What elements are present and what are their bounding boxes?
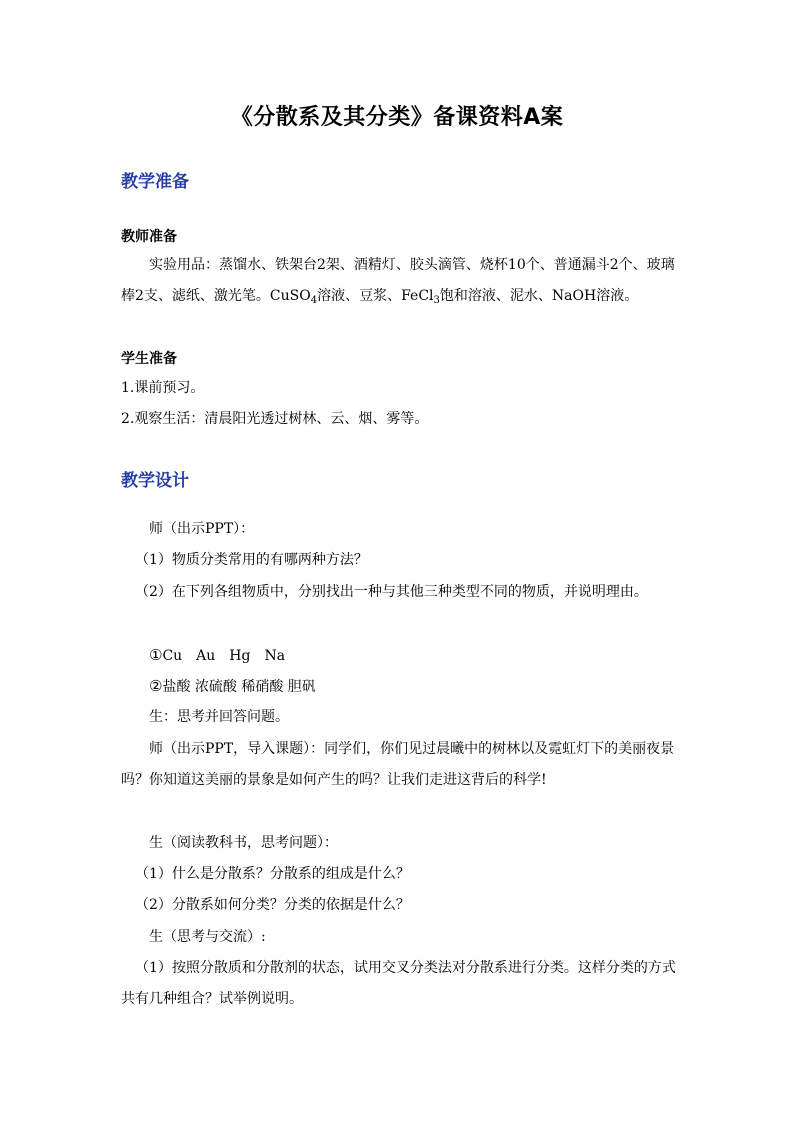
design-question: （1）什么是分散系？分散系的组成是什么？ [135,866,410,882]
design-option-2: ②盐酸 浓硫酸 稀硝酸 胆矾 [149,677,316,695]
student-prep-item-1: 1.课前预习。 [121,380,205,396]
teacher-prep-paragraph: 实验用品：蒸馏水、铁架台2架、酒精灯、胶头滴管、烧杯10个、普通漏斗2个、玻璃棒2支、滤纸、激光笔。CuSO$_4$溶液、豆浆、FeCl$_3$饱和溶液、泥水、NaOH溶液。 [121,257,675,306]
student-prep-heading: 学生准备 [121,351,177,367]
circled-one-marker: ① [149,646,163,664]
design-paragraph: 师（出示PPT，导入课题）：同学们，你们见过晨曦中的树林以及霓虹灯下的美丽夜景吗？你知道这美丽的景象是如何产生的吗？让我们走进这背后的科学! [121,741,675,788]
design-line: 生：思考并回答问题。 [149,709,289,725]
circled-two-marker: ② [149,677,163,695]
design-question: （2）在下列各组物质中，分别找出一种与其他三种类型不同的物质，并说明理由。 [135,584,648,600]
teacher-prep-heading: 教师准备 [121,229,177,245]
design-line: 师（出示PPT）： [149,521,255,537]
design-line: 生（阅读教科书，思考问题）： [149,835,338,851]
design-question: （2）分散系如何分类？分类的依据是什么？ [135,897,410,913]
document-title: 《分散系及其分类》备课资料A案 [230,105,564,130]
design-line: 生（思考与交流）: [149,929,266,945]
section-heading-preparation: 教学准备 [121,172,189,192]
section-heading-design: 教学设计 [121,471,189,491]
design-question: （1）物质分类常用的有哪两种方法？ [135,552,368,568]
design-option-1: ①Cu Au Hg Na [149,646,286,664]
student-prep-item-2: 2.观察生活：清晨阳光透过树林、云、烟、雾等。 [121,411,429,427]
design-question: （1）按照分散质和分散剂的状态，试用交叉分类法对分散系进行分类。这样分类的方式共有几种组合？试举例说明。 [121,960,676,1007]
